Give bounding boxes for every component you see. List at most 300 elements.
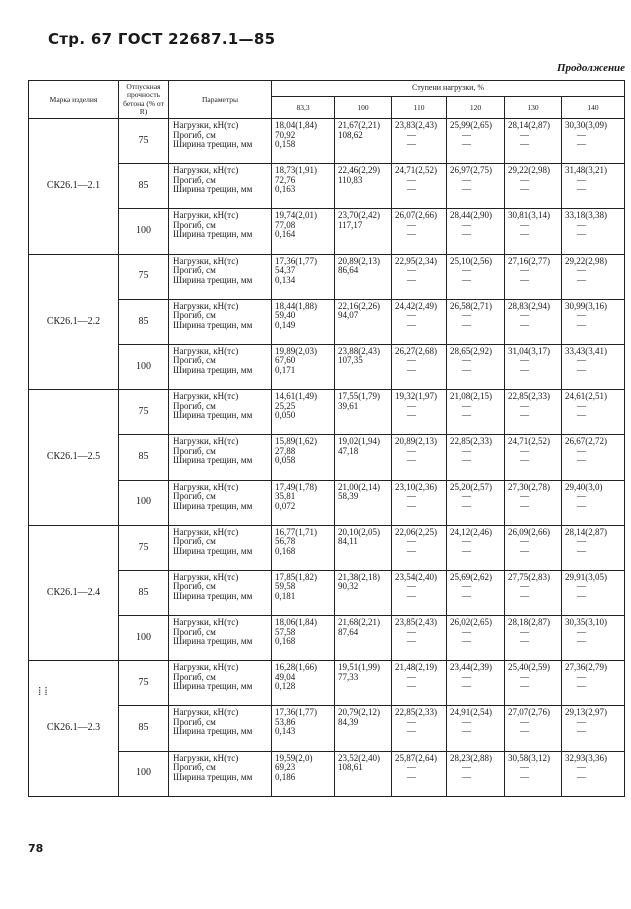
- deflection-value: 57,58: [275, 626, 296, 637]
- deflection-value: —: [462, 626, 471, 637]
- deflection-value: 84,11: [338, 536, 358, 547]
- deflection-value: —: [520, 445, 529, 456]
- table-row: [29, 570, 625, 615]
- strength-cell: 100: [119, 344, 169, 389]
- crack-width-value: —: [407, 590, 416, 601]
- deflection-value: 77,33: [338, 671, 359, 682]
- value-cell: [505, 706, 562, 751]
- load-value: 16,28(1,66): [275, 662, 317, 673]
- load-value: 24,71(2,52): [508, 436, 550, 447]
- load-value: 20,10(2,05): [338, 526, 380, 537]
- value-cell: [392, 751, 447, 796]
- page-number: 78: [28, 842, 44, 855]
- crack-width-value: —: [407, 545, 416, 556]
- load-value: 22,16(2,26): [338, 300, 380, 311]
- load-value: 28,23(2,88): [450, 752, 492, 763]
- value-cell: [447, 344, 505, 389]
- load-value: 28,14(2,87): [565, 526, 607, 537]
- param-label: Ширина трещин, мм: [173, 229, 253, 240]
- value-cell: [505, 480, 562, 525]
- deflection-value: 54,37: [275, 265, 296, 276]
- crack-width-value: —: [407, 139, 416, 149]
- load-value: 22,85(2,33): [395, 707, 437, 718]
- deflection-value: —: [462, 174, 471, 185]
- deflection-value: —: [520, 671, 529, 682]
- deflection-value: 25,25: [275, 400, 296, 411]
- load-value: 23,10(2,36): [395, 481, 437, 492]
- value-cell: [505, 254, 562, 299]
- load-value: 18,73(1,91): [275, 165, 317, 176]
- load-value: 26,27(2,68): [395, 345, 437, 356]
- load-value: 19,74(2,01): [275, 210, 317, 221]
- crack-width-value: 0,171: [275, 364, 296, 375]
- deflection-value: 69,23: [275, 762, 296, 773]
- deflection-value: —: [462, 355, 471, 366]
- deflection-value: 27,88: [275, 445, 296, 456]
- crack-width-value: 0,168: [275, 636, 296, 647]
- margin-mark: ⁞ ⁞: [38, 684, 48, 698]
- param-label: Прогиб, см: [173, 445, 216, 456]
- value-cell: [505, 299, 562, 344]
- deflection-value: —: [407, 445, 416, 456]
- crack-width-value: —: [520, 229, 529, 240]
- param-label: Прогиб, см: [173, 400, 216, 411]
- value-cell: [392, 254, 447, 299]
- load-value: 19,02(1,94): [338, 436, 380, 447]
- load-value: 23,70(2,42): [338, 210, 380, 221]
- param-label: Прогиб, см: [173, 310, 216, 321]
- params-cell: [169, 525, 272, 570]
- load-value: 25,99(2,65): [450, 120, 492, 130]
- param-label: Нагрузки, кН(тс): [173, 436, 239, 447]
- strength-cell: 75: [119, 661, 169, 706]
- crack-width-value: —: [520, 681, 529, 692]
- load-value: 16,77(1,71): [275, 526, 317, 537]
- table-row: [29, 480, 625, 525]
- crack-width-value: —: [407, 771, 416, 782]
- header-step-4: 130: [505, 97, 562, 119]
- deflection-value: —: [462, 129, 471, 140]
- strength-cell: 75: [119, 254, 169, 299]
- params-cell: [169, 119, 272, 164]
- crack-width-value: —: [462, 139, 471, 149]
- load-value: 31,04(3,17): [508, 345, 550, 356]
- crack-width-value: [338, 773, 391, 783]
- load-value: 24,42(2,49): [395, 300, 437, 311]
- crack-width-value: —: [520, 771, 529, 782]
- param-label: Прогиб, см: [173, 491, 216, 501]
- load-value: 18,44(1,88): [275, 300, 317, 311]
- param-label: Прогиб, см: [173, 174, 216, 185]
- deflection-value: —: [462, 716, 471, 727]
- strength-cell: 100: [119, 480, 169, 525]
- deflection-value: 59,58: [275, 581, 296, 592]
- crack-width-value: 0,164: [275, 229, 296, 240]
- crack-width-value: —: [577, 184, 586, 195]
- param-label: Ширина трещин, мм: [173, 500, 253, 511]
- param-label: Ширина трещин, мм: [173, 545, 253, 556]
- value-cell: [505, 616, 562, 661]
- param-label: Прогиб, см: [173, 762, 216, 773]
- crack-width-value: —: [462, 410, 471, 421]
- param-label: Нагрузки, кН(тс): [173, 662, 239, 673]
- value-cell: [447, 480, 505, 525]
- param-label: Прогиб, см: [173, 129, 216, 140]
- deflection-value: —: [462, 310, 471, 321]
- deflection-value: —: [577, 355, 586, 366]
- param-label: Прогиб, см: [173, 265, 216, 276]
- value-cell: [447, 570, 505, 615]
- deflection-value: —: [520, 400, 529, 411]
- value-cell: [335, 435, 392, 480]
- params-cell: [169, 164, 272, 209]
- deflection-value: —: [407, 671, 416, 682]
- crack-width-value: [338, 727, 391, 737]
- table-row: [29, 661, 625, 706]
- load-value: 26,02(2,65): [450, 617, 492, 628]
- value-cell: [447, 299, 505, 344]
- load-value: 22,85(2,33): [450, 436, 492, 447]
- deflection-value: 94,07: [338, 310, 359, 321]
- deflection-value: 47,18: [338, 445, 359, 456]
- load-value: 20,79(2,12): [338, 707, 380, 718]
- param-label: Нагрузки, кН(тс): [173, 571, 239, 582]
- crack-width-value: —: [577, 319, 586, 330]
- params-cell: [169, 751, 272, 796]
- header-step-3: 120: [447, 97, 505, 119]
- value-cell: [447, 706, 505, 751]
- value-cell: [272, 390, 335, 435]
- header-step-2: 110: [392, 97, 447, 119]
- deflection-value: —: [462, 762, 471, 773]
- value-cell: [392, 119, 447, 164]
- value-cell: [447, 751, 505, 796]
- deflection-value: 117,17: [338, 219, 363, 230]
- crack-width-value: 0,058: [275, 455, 296, 466]
- deflection-value: —: [407, 626, 416, 637]
- load-value: 27,36(2,79): [565, 662, 607, 673]
- load-value: 23,52(2,40): [338, 752, 380, 763]
- deflection-value: 77,08: [275, 219, 296, 230]
- value-cell: [335, 616, 392, 661]
- value-cell: [562, 525, 625, 570]
- load-value: 30,81(3,14): [508, 210, 550, 221]
- deflection-value: —: [577, 219, 586, 230]
- load-value: 25,69(2,62): [450, 571, 492, 582]
- value-cell: [562, 570, 625, 615]
- table-row: [29, 390, 625, 435]
- load-value: 28,44(2,90): [450, 210, 492, 221]
- params-cell: [169, 706, 272, 751]
- deflection-value: —: [520, 265, 529, 276]
- deflection-value: —: [407, 310, 416, 321]
- crack-width-value: —: [577, 500, 586, 511]
- value-cell: [335, 299, 392, 344]
- crack-width-value: —: [577, 681, 586, 692]
- params-cell: [169, 435, 272, 480]
- value-cell: [272, 119, 335, 164]
- deflection-value: 72,76: [275, 174, 296, 185]
- deflection-value: —: [407, 400, 416, 411]
- value-cell: [447, 164, 505, 209]
- crack-width-value: —: [520, 545, 529, 556]
- deflection-value: —: [407, 355, 416, 366]
- load-value: 25,87(2,64): [395, 752, 437, 763]
- strength-cell: 85: [119, 299, 169, 344]
- value-cell: [272, 480, 335, 525]
- deflection-value: 35,81: [275, 491, 296, 501]
- value-cell: [562, 164, 625, 209]
- crack-width-value: [338, 547, 391, 557]
- deflection-value: —: [520, 716, 529, 727]
- param-label: Ширина трещин, мм: [173, 364, 253, 375]
- crack-width-value: 0,072: [275, 500, 296, 511]
- crack-width-value: —: [577, 726, 586, 737]
- crack-width-value: —: [407, 410, 416, 421]
- value-cell: [335, 480, 392, 525]
- load-value: 20,89(2,13): [395, 436, 437, 447]
- load-value: 21,08(2,15): [450, 391, 492, 402]
- crack-width-value: —: [462, 229, 471, 240]
- table-row: [29, 164, 625, 209]
- crack-width-value: —: [462, 681, 471, 692]
- params-cell: [169, 209, 272, 254]
- deflection-value: —: [577, 762, 586, 773]
- value-cell: [562, 119, 625, 164]
- strength-cell: 75: [119, 525, 169, 570]
- value-cell: [562, 254, 625, 299]
- value-cell: [447, 661, 505, 706]
- load-value: 26,58(2,71): [450, 300, 492, 311]
- deflection-value: —: [462, 671, 471, 682]
- param-label: Нагрузки, кН(тс): [173, 617, 239, 628]
- deflection-value: —: [462, 219, 471, 230]
- value-cell: [392, 390, 447, 435]
- deflection-value: 59,40: [275, 310, 296, 321]
- deflection-value: —: [407, 536, 416, 547]
- value-cell: [505, 390, 562, 435]
- crack-width-value: —: [462, 319, 471, 330]
- load-value: 17,49(1,78): [275, 481, 317, 492]
- table-row: [29, 299, 625, 344]
- param-label: Прогиб, см: [173, 626, 216, 637]
- load-value: 19,32(1,97): [395, 391, 437, 402]
- load-value: 29,13(2,97): [565, 707, 607, 718]
- crack-width-value: —: [462, 726, 471, 737]
- crack-width-value: —: [407, 500, 416, 511]
- load-value: 24,91(2,54): [450, 707, 492, 718]
- load-value: 29,40(3,0): [565, 481, 603, 492]
- params-cell: [169, 570, 272, 615]
- value-cell: [392, 344, 447, 389]
- param-label: Нагрузки, кН(тс): [173, 752, 239, 763]
- crack-width-value: —: [577, 229, 586, 240]
- value-cell: [447, 435, 505, 480]
- param-label: Нагрузки, кН(тс): [173, 300, 239, 311]
- crack-width-value: [338, 502, 391, 512]
- load-value: 28,83(2,94): [508, 300, 550, 311]
- value-cell: [562, 390, 625, 435]
- param-label: Нагрузки, кН(тс): [173, 165, 239, 176]
- value-cell: [335, 390, 392, 435]
- load-value: 18,06(1,84): [275, 617, 317, 628]
- crack-width-value: —: [577, 410, 586, 421]
- crack-width-value: —: [520, 455, 529, 466]
- value-cell: [562, 480, 625, 525]
- deflection-value: —: [577, 626, 586, 637]
- deflection-value: 58,39: [338, 491, 359, 501]
- value-cell: [447, 616, 505, 661]
- load-value: 29,22(2,98): [508, 165, 550, 176]
- header-step-1: 100: [335, 97, 392, 119]
- deflection-value: —: [577, 536, 586, 547]
- load-value: 26,07(2,66): [395, 210, 437, 221]
- deflection-value: —: [407, 581, 416, 592]
- load-value: 27,30(2,78): [508, 481, 550, 492]
- deflection-value: 39,61: [338, 400, 359, 411]
- value-cell: [272, 209, 335, 254]
- crack-width-value: 0,163: [275, 184, 296, 195]
- deflection-value: —: [462, 265, 471, 276]
- crack-width-value: —: [407, 455, 416, 466]
- crack-width-value: [338, 592, 391, 602]
- deflection-value: —: [407, 129, 416, 140]
- value-cell: [562, 209, 625, 254]
- deflection-value: —: [520, 219, 529, 230]
- page-title: Стр. 67 ГОСТ 22687.1—85: [48, 30, 276, 48]
- load-value: 19,89(2,03): [275, 345, 317, 356]
- value-cell: [272, 164, 335, 209]
- deflection-value: 90,32: [338, 581, 359, 592]
- deflection-value: 87,64: [338, 626, 359, 637]
- deflection-value: —: [577, 310, 586, 321]
- value-cell: [505, 751, 562, 796]
- params-cell: [169, 661, 272, 706]
- load-value: 30,99(3,16): [565, 300, 607, 311]
- crack-width-value: —: [520, 364, 529, 375]
- load-value: 23,44(2,39): [450, 662, 492, 673]
- deflection-value: —: [407, 491, 416, 501]
- params-cell: [169, 344, 272, 389]
- load-value: 24,12(2,46): [450, 526, 492, 537]
- crack-width-value: [338, 456, 391, 466]
- crack-width-value: [338, 321, 391, 331]
- crack-width-value: 0,050: [275, 410, 296, 421]
- deflection-value: —: [407, 762, 416, 773]
- param-label: Ширина трещин, мм: [173, 771, 253, 782]
- table-row: [29, 344, 625, 389]
- crack-width-value: 0,181: [275, 590, 296, 601]
- param-label: Нагрузки, кН(тс): [173, 345, 239, 356]
- crack-width-value: —: [577, 139, 586, 149]
- load-value: 32,93(3,36): [565, 752, 607, 763]
- value-cell: [392, 480, 447, 525]
- deflection-value: —: [520, 310, 529, 321]
- load-value: 25,40(2,59): [508, 662, 550, 673]
- crack-width-value: —: [407, 229, 416, 240]
- deflection-value: —: [520, 491, 529, 501]
- header-load-steps: Ступени нагрузки, %: [272, 81, 625, 97]
- mark-cell: СК26.1—2.4: [29, 525, 119, 661]
- value-cell: [272, 570, 335, 615]
- crack-width-value: 0,158: [275, 139, 296, 149]
- load-value: 31,48(3,21): [565, 165, 607, 176]
- crack-width-value: —: [577, 545, 586, 556]
- crack-width-value: 0,143: [275, 726, 296, 737]
- deflection-value: —: [520, 536, 529, 547]
- crack-width-value: —: [462, 274, 471, 285]
- table-row: [29, 706, 625, 751]
- load-value: 30,35(3,10): [565, 617, 607, 628]
- header-step-5: 140: [562, 97, 625, 119]
- deflection-value: 67,60: [275, 355, 296, 366]
- deflection-value: 108,62: [338, 129, 363, 140]
- param-label: Ширина трещин, мм: [173, 636, 253, 647]
- param-label: Прогиб, см: [173, 219, 216, 230]
- deflection-value: 86,64: [338, 265, 359, 276]
- crack-width-value: [338, 637, 391, 647]
- value-cell: [272, 661, 335, 706]
- deflection-value: —: [577, 265, 586, 276]
- crack-width-value: —: [577, 771, 586, 782]
- value-cell: [392, 525, 447, 570]
- load-value: 29,22(2,98): [565, 255, 607, 266]
- crack-width-value: 0,128: [275, 681, 296, 692]
- value-cell: [562, 344, 625, 389]
- deflection-value: —: [520, 129, 529, 140]
- crack-width-value: —: [407, 681, 416, 692]
- crack-width-value: —: [520, 184, 529, 195]
- load-value: 22,85(2,33): [508, 391, 550, 402]
- crack-width-value: 0,186: [275, 771, 296, 782]
- mark-cell: СК26.1—2.2: [29, 254, 119, 390]
- deflection-value: 49,04: [275, 671, 296, 682]
- load-value: 23,85(2,43): [395, 617, 437, 628]
- load-value: 26,97(2,75): [450, 165, 492, 176]
- param-label: Нагрузки, кН(тс): [173, 526, 239, 537]
- crack-width-value: —: [577, 636, 586, 647]
- crack-width-value: —: [462, 364, 471, 375]
- param-label: Ширина трещин, мм: [173, 590, 253, 601]
- value-cell: [447, 390, 505, 435]
- deflection-value: 53,86: [275, 716, 296, 727]
- crack-width-value: —: [520, 726, 529, 737]
- deflection-value: —: [520, 174, 529, 185]
- value-cell: [447, 209, 505, 254]
- load-value: 27,16(2,77): [508, 255, 550, 266]
- value-cell: [447, 525, 505, 570]
- deflection-value: —: [407, 219, 416, 230]
- deflection-value: —: [577, 445, 586, 456]
- crack-width-value: —: [462, 455, 471, 466]
- load-value: 21,67(2,21): [338, 120, 380, 130]
- value-cell: [505, 525, 562, 570]
- value-cell: [335, 344, 392, 389]
- crack-width-value: —: [407, 636, 416, 647]
- load-value: 22,46(2,29): [338, 165, 380, 176]
- load-value: 30,30(3,09): [565, 120, 607, 130]
- value-cell: [392, 209, 447, 254]
- value-cell: [505, 661, 562, 706]
- param-label: Ширина трещин, мм: [173, 726, 253, 737]
- deflection-value: —: [520, 762, 529, 773]
- load-value: 28,18(2,87): [508, 617, 550, 628]
- crack-width-value: —: [520, 274, 529, 285]
- param-label: Ширина трещин, мм: [173, 319, 253, 330]
- load-value: 21,68(2,21): [338, 617, 380, 628]
- load-value: 14,61(1,49): [275, 391, 317, 402]
- load-value: 27,07(2,76): [508, 707, 550, 718]
